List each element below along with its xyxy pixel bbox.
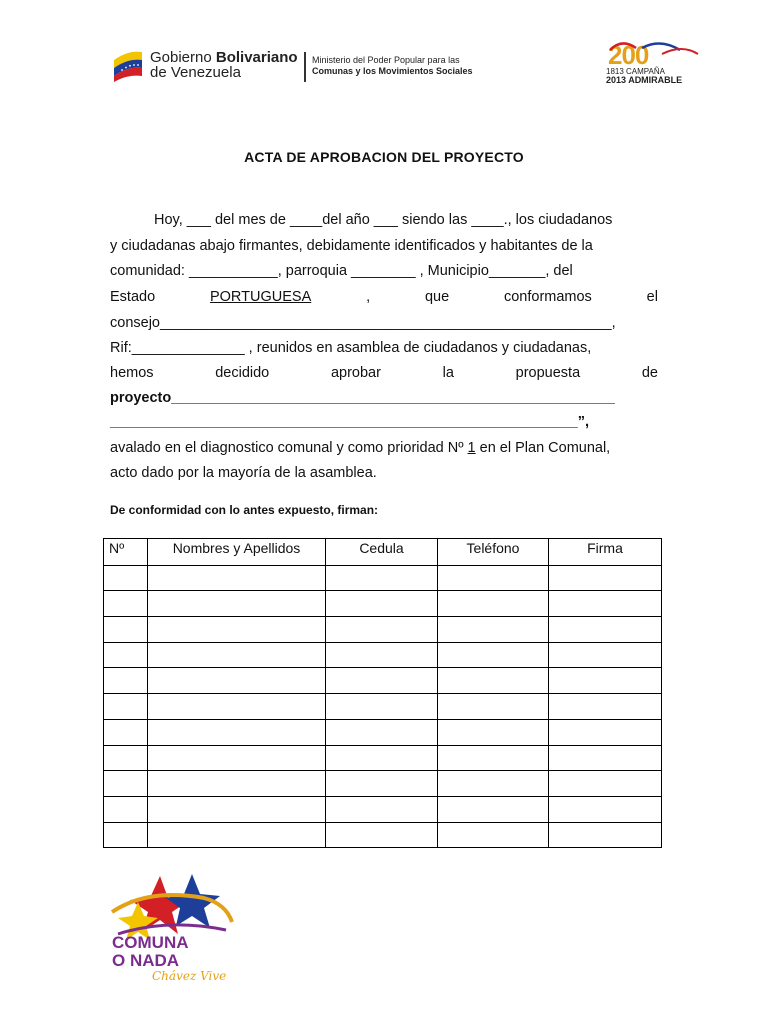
bicentenario-line2: 2013 ADMIRABLE bbox=[606, 75, 683, 85]
document-title: ACTA DE APROBACION DEL PROYECTO bbox=[244, 149, 524, 165]
bicentenario-year: 200 bbox=[608, 40, 649, 70]
paragraph-line-3: comunidad: ___________, parroquia ________ , Municipio_______, del bbox=[110, 263, 573, 279]
table-cell[interactable] bbox=[326, 771, 438, 797]
table-cell[interactable] bbox=[148, 565, 326, 591]
table-row bbox=[104, 694, 662, 720]
table-cell[interactable] bbox=[438, 565, 549, 591]
bicentenario-line1: 1813 CAMPAÑA bbox=[606, 67, 665, 76]
priority-number: 1 bbox=[467, 440, 476, 456]
table-cell[interactable] bbox=[148, 617, 326, 643]
table-cell[interactable] bbox=[438, 745, 549, 771]
table-cell[interactable] bbox=[326, 719, 438, 745]
table-cell[interactable] bbox=[148, 796, 326, 822]
paragraph-line-2: y ciudadanas abajo firmantes, debidamente identificados y habitantes de la bbox=[110, 238, 593, 254]
table-cell[interactable] bbox=[326, 796, 438, 822]
table-cell[interactable] bbox=[148, 591, 326, 617]
table-cell[interactable] bbox=[549, 694, 662, 720]
paragraph-line-4: Estado PORTUGUESA , que conformamos el bbox=[110, 289, 658, 305]
table-cell[interactable] bbox=[326, 642, 438, 668]
table-cell[interactable] bbox=[326, 591, 438, 617]
state-name: PORTUGUESA bbox=[209, 289, 312, 305]
venezuela-flag-logo bbox=[112, 46, 144, 82]
column-header-names: Nombres y Apellidos bbox=[148, 539, 326, 566]
table-cell[interactable] bbox=[549, 617, 662, 643]
table-cell[interactable] bbox=[438, 694, 549, 720]
table-cell[interactable] bbox=[326, 694, 438, 720]
table-cell[interactable] bbox=[326, 745, 438, 771]
table-cell[interactable] bbox=[104, 822, 148, 848]
table-cell[interactable] bbox=[549, 771, 662, 797]
table-row bbox=[104, 719, 662, 745]
table-cell[interactable] bbox=[549, 668, 662, 694]
column-header-number: Nº bbox=[104, 539, 148, 566]
table-cell[interactable] bbox=[104, 668, 148, 694]
table-cell[interactable] bbox=[549, 822, 662, 848]
table-cell[interactable] bbox=[438, 719, 549, 745]
table-row bbox=[104, 771, 662, 797]
table-row bbox=[104, 796, 662, 822]
table-row bbox=[104, 745, 662, 771]
table-cell[interactable] bbox=[438, 617, 549, 643]
signatures-heading: De conformidad con lo antes expuesto, firman: bbox=[110, 503, 379, 517]
table-cell[interactable] bbox=[549, 642, 662, 668]
table-cell[interactable] bbox=[549, 745, 662, 771]
table-cell[interactable] bbox=[104, 565, 148, 591]
comuna-logo-line1: COMUNA bbox=[112, 933, 189, 952]
paragraph-line-10: avalado en el diagnostico comunal y como prioridad Nº 1 en el Plan Comunal, bbox=[110, 440, 611, 456]
paragraph-line-6: Rif:______________ , reunidos en asamblea de ciudadanos y ciudadanas, bbox=[110, 340, 592, 356]
table-cell[interactable] bbox=[438, 668, 549, 694]
table-row bbox=[104, 822, 662, 848]
table-cell[interactable] bbox=[104, 694, 148, 720]
comuna-logo-line3: Chávez Vive bbox=[152, 969, 227, 983]
government-name: Gobierno Bolivariano de Venezuela bbox=[150, 49, 298, 81]
ministry-name: Ministerio del Poder Popular para las Comunas y los Movimientos Sociales bbox=[312, 55, 473, 76]
table-cell[interactable] bbox=[549, 719, 662, 745]
table-row bbox=[104, 617, 662, 643]
column-header-cedula: Cedula bbox=[326, 539, 438, 566]
table-cell[interactable] bbox=[549, 796, 662, 822]
table-cell[interactable] bbox=[438, 591, 549, 617]
bicentenario-campana-admirable-logo bbox=[602, 40, 702, 86]
table-row bbox=[104, 642, 662, 668]
table-cell[interactable] bbox=[438, 642, 549, 668]
paragraph-line-9: __________________________________________________________”, bbox=[110, 414, 590, 430]
comuna-logo-line2: O NADA bbox=[112, 951, 180, 970]
table-cell[interactable] bbox=[104, 745, 148, 771]
table-cell[interactable] bbox=[148, 771, 326, 797]
table-cell[interactable] bbox=[104, 771, 148, 797]
letterhead bbox=[108, 40, 700, 90]
table-cell[interactable] bbox=[104, 796, 148, 822]
table-cell[interactable] bbox=[549, 591, 662, 617]
table-cell[interactable] bbox=[549, 565, 662, 591]
table-cell[interactable] bbox=[326, 617, 438, 643]
column-header-firma: Firma bbox=[549, 539, 662, 566]
paragraph-line-1: Hoy, ___ del mes de ____del año ___ siendo las ____., los ciudadanos bbox=[154, 212, 613, 228]
comuna-o-nada-logo bbox=[108, 868, 238, 984]
table-cell[interactable] bbox=[326, 565, 438, 591]
table-cell[interactable] bbox=[148, 745, 326, 771]
table-row bbox=[104, 668, 662, 694]
table-header-row bbox=[104, 539, 662, 566]
paragraph-line-7: hemos decidido aprobar la propuesta de bbox=[110, 365, 658, 381]
table-cell[interactable] bbox=[326, 668, 438, 694]
table-cell[interactable] bbox=[148, 719, 326, 745]
table-cell[interactable] bbox=[438, 771, 549, 797]
table-row bbox=[104, 565, 662, 591]
table-cell[interactable] bbox=[438, 822, 549, 848]
table-row bbox=[104, 591, 662, 617]
table-cell[interactable] bbox=[148, 642, 326, 668]
paragraph-line-11: acto dado por la mayoría de la asamblea. bbox=[110, 465, 377, 481]
table-cell[interactable] bbox=[104, 642, 148, 668]
table-cell[interactable] bbox=[104, 719, 148, 745]
column-header-telefono: Teléfono bbox=[438, 539, 549, 566]
header-separator bbox=[304, 52, 306, 82]
table-cell[interactable] bbox=[148, 822, 326, 848]
table-cell[interactable] bbox=[148, 668, 326, 694]
table-cell[interactable] bbox=[438, 796, 549, 822]
table-cell[interactable] bbox=[148, 694, 326, 720]
signatures-table bbox=[103, 538, 662, 848]
table-cell[interactable] bbox=[104, 591, 148, 617]
paragraph-line-5: consejo________________________________________________________, bbox=[110, 315, 616, 331]
table-cell[interactable] bbox=[326, 822, 438, 848]
table-cell[interactable] bbox=[104, 617, 148, 643]
paragraph-line-8: proyecto_______________________________________________________ bbox=[110, 390, 615, 406]
